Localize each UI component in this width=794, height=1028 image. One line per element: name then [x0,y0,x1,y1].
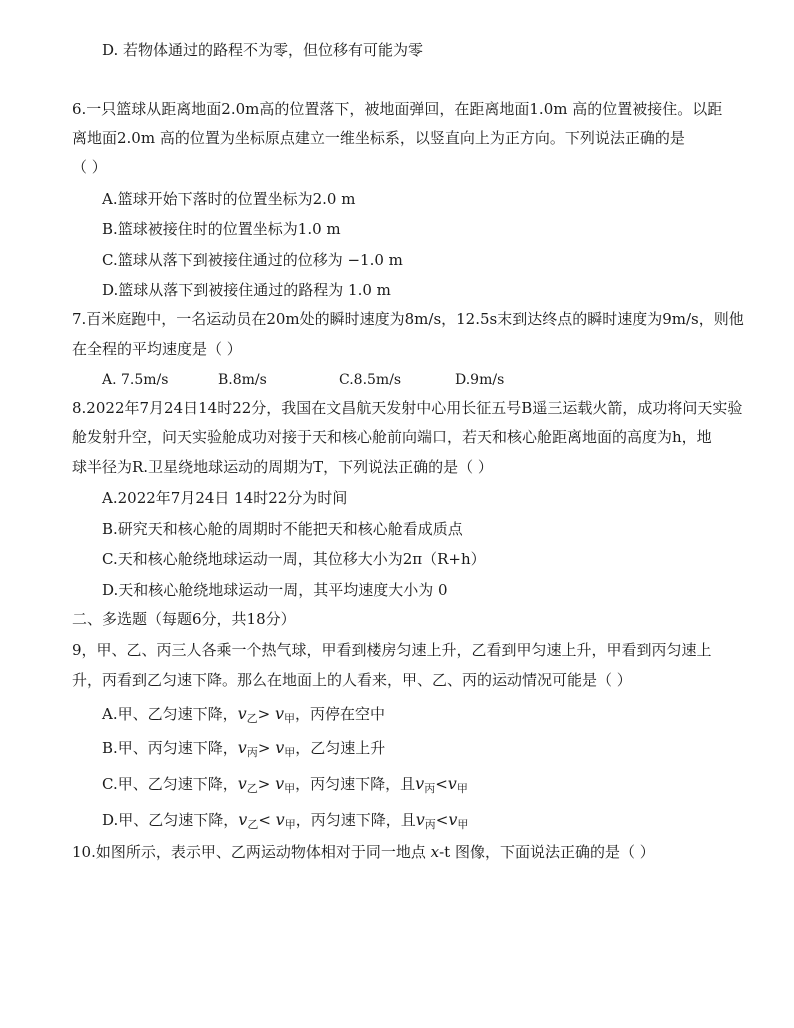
subscript-jia: 甲 [284,746,296,759]
q7-option-a: A. 7.5m/s [102,372,169,388]
q9-option-d [102,810,468,835]
q9-c-tail: ，丙匀速下降，且 [295,775,416,793]
q8-option-d: D.天和核心舱绕地球运动一周，其平均速度大小为 0 [102,581,448,599]
q6-option-a: A.篮球开始下落时的位置坐标为2.0 m [102,190,356,208]
q9-d-text: D.甲、乙匀速下降， [102,811,239,829]
q9-b-text: B.甲、丙匀速下降， [102,739,238,757]
subscript-jia: 甲 [284,712,296,725]
q9-a-text: A.甲、乙匀速下降， [102,705,238,723]
q7-option-d: D.9m/s [455,372,505,388]
velocity-symbol: v [447,774,457,793]
velocity-symbol: v [238,810,248,829]
velocity-symbol: v [415,774,425,793]
velocity-symbol: v [237,738,247,757]
subscript-bing: 丙 [424,782,436,795]
subscript-bing: 丙 [424,818,436,831]
q6-stem-line2: 离地面2.0m 高的位置为坐标原点建立一维坐标系，以竖直向上为正方向。下列说法正确的是 [72,129,685,147]
velocity-symbol: v [237,774,247,793]
subscript-yi: 乙 [246,712,258,725]
q8-stem-line3: 球半径为R.卫星绕地球运动的周期为T，下列说法正确的是（ ） [72,458,493,476]
velocity-symbol: v [275,774,285,793]
q10-stem-text: 10.如图所示，表示甲、乙两运动物体相对于同一地点 [72,843,431,861]
q6-option-c: C.篮球从落下到被接住通过的位移为 −1.0 m [102,251,403,269]
q9-option-c [102,774,468,799]
subscript-jia: 甲 [284,782,296,795]
q9-a-tail: ，丙停在空中 [295,705,386,723]
q7-stem-line1: 7.百米庭跑中，一名运动员在20m处的瞬时速度为8m/s，12.5s末到达终点的瞬时速度为9m/s，则他 [72,310,744,328]
velocity-symbol: v [275,704,285,723]
greater-than: > [257,775,276,793]
q8-option-c: C.天和核心舱绕地球运动一周，其位移大小为2π（R+h） [102,550,486,568]
velocity-symbol: v [415,810,425,829]
x-variable: x [430,843,440,861]
section-title-multiple-choice: 二、多选题（每题6分，共18分） [72,610,296,628]
subscript-bing: 丙 [246,746,258,759]
subscript-jia: 甲 [456,782,468,795]
less-than: < [258,811,276,829]
subscript-jia: 甲 [284,818,296,831]
q8-stem-line1: 8.2022年7月24日14时22分，我国在文昌航天发射中心用长征五号B遥三运载火箭，成功将问天实验 [72,399,743,417]
q9-stem-line1: 9，甲、乙、丙三人各乘一个热气球，甲看到楼房匀速上升，乙看到甲匀速上升，甲看到丙匀速上 [72,641,712,659]
velocity-symbol: v [237,704,247,723]
q8-stem-line2: 舱发射升空，问天实验舱成功对接于天和核心舱前向端口，若天和核心舱距离地面的高度为h，地 [72,428,712,446]
velocity-symbol: v [275,810,285,829]
q9-option-a [102,704,385,729]
q6-option-d: D.篮球从落下到被接住通过的路程为 1.0 m [102,281,391,299]
q6-stem-line3: （ ） [72,158,107,176]
q7-option-c: C.8.5m/s [339,372,402,388]
q7-option-b: B.8m/s [218,372,267,388]
less-than: < [435,775,448,793]
q10-stem [72,842,655,862]
q9-option-b [102,738,385,763]
q6-stem-line1: 6.一只篮球从距离地面2.0m高的位置落下，被地面弹回，在距离地面1.0m 高的位置被接住。以距 [72,100,723,118]
q7-stem-line2: 在全程的平均速度是（ ） [72,340,242,358]
q8-option-b: B.研究天和核心舱的周期时不能把天和核心舱看成质点 [102,520,463,538]
q8-option-a: A.2022年7月24日 14时22分为时间 [102,489,348,507]
subscript-yi: 乙 [247,818,259,831]
subscript-jia: 甲 [457,818,469,831]
q5-option-d: D. 若物体通过的路程不为零，但位移有可能为零 [102,41,424,59]
q9-b-tail: ，乙匀速上升 [295,739,386,757]
q9-d-tail: ，丙匀速下降，且 [295,811,416,829]
q9-stem-line2: 升，丙看到乙匀速下降。那么在地面上的人看来，甲、乙、丙的运动情况可能是（ ） [72,671,632,689]
velocity-symbol: v [275,738,285,757]
greater-than: > [257,739,276,757]
velocity-symbol: v [448,810,458,829]
greater-than: > [257,705,275,723]
less-than: < [435,811,449,829]
subscript-yi: 乙 [246,782,258,795]
q10-stem-tail: -t 图像，下面说法正确的是（ ） [439,843,655,861]
q6-option-b: B.篮球被接住时的位置坐标为1.0 m [102,220,341,238]
q9-c-text: C.甲、乙匀速下降， [102,775,238,793]
